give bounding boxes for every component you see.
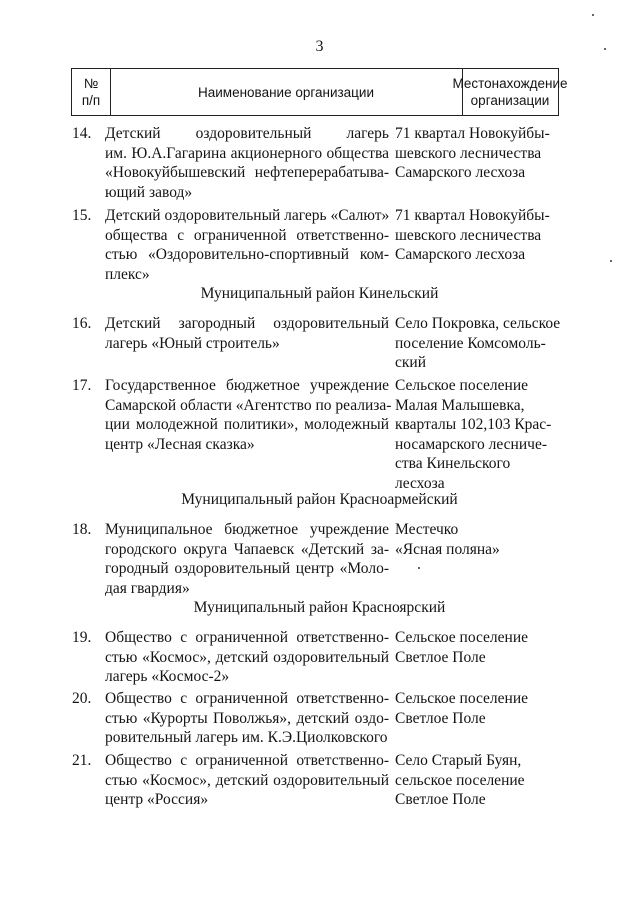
- name-line: стью «Оздоровительно-спортивный ком-: [105, 246, 389, 263]
- organization-name: [105, 520, 389, 598]
- organization-location: [395, 376, 570, 493]
- location-line: Самарского лесхоза: [395, 246, 526, 263]
- location-line: шевского лесничества: [395, 226, 542, 244]
- organization-location: [395, 520, 570, 559]
- district-heading: Муниципальный район Красноармейский: [181, 491, 458, 508]
- location-line: Сельское поселение: [395, 629, 528, 646]
- organization-name: [105, 689, 389, 748]
- location-line: Светлое Поле: [395, 648, 486, 666]
- row-number: 16.: [72, 315, 92, 332]
- location-line: Село Старый Буян,: [395, 752, 522, 769]
- organization-location: [395, 689, 570, 728]
- row-number: 20.: [72, 690, 92, 707]
- location-line: Сельское поселение: [395, 690, 528, 707]
- name-line: центр «Лесная сказка»: [105, 435, 255, 453]
- header-num: №: [83, 76, 99, 91]
- row-number: 19.: [72, 629, 92, 646]
- organization-name: [105, 751, 389, 810]
- location-line: «Ясная поляна»: [395, 540, 500, 558]
- name-line: Общество с ограниченной ответственно-: [105, 752, 389, 769]
- name-line: Детский оздоровительный лагерь «Салют»: [105, 207, 390, 224]
- header-num-sub: п/п: [81, 93, 101, 108]
- name-line: городный оздоровительный центр «Моло-: [105, 560, 389, 577]
- name-line: ровительный лагерь им. К.Э.Циолковского: [105, 729, 388, 746]
- organization-name: [105, 206, 389, 284]
- location-line: Местечко: [395, 521, 459, 538]
- organization-location: [395, 628, 570, 667]
- organization-location: [395, 314, 570, 373]
- row-number: 18.: [72, 521, 92, 538]
- name-line: стью «Курорты Поволжья», детский оздо-: [105, 709, 389, 727]
- page-number: 3: [315, 38, 324, 55]
- location-line: поселение Комсомоль-: [395, 334, 546, 352]
- scan-speck: [418, 567, 420, 569]
- location-line: Сельское поселение: [395, 377, 528, 394]
- name-line: Государственное бюджетное учреждение: [105, 377, 389, 394]
- header-location-sub: организации: [470, 93, 550, 108]
- header-location-cell: [452, 69, 568, 115]
- organization-location: [395, 206, 570, 265]
- name-line: Общество с ограниченной ответственно-: [105, 629, 389, 646]
- row-number: 17.: [72, 377, 92, 394]
- organization-location: [395, 751, 570, 810]
- location-line: шевского лесничества: [395, 144, 542, 162]
- location-line: Самарского лесхоза: [395, 164, 526, 181]
- location-line: лесхоза: [395, 474, 445, 492]
- row-number: 14.: [72, 125, 92, 142]
- name-line: ции молодежной политики», молодежный: [105, 416, 389, 433]
- table-header: [71, 68, 568, 116]
- name-line: стью «Космос», детский оздоровительный: [105, 648, 389, 666]
- header-name: Наименование организации: [198, 84, 374, 100]
- organization-name: [105, 314, 389, 353]
- organization-name: [105, 376, 392, 454]
- header-location: Местонахождение: [452, 76, 568, 91]
- name-line: им. Ю.А.Гагарина акционерного общества: [105, 144, 389, 162]
- name-line: стью «Космос», детский оздоровительный: [105, 771, 389, 789]
- organization-name: [105, 628, 389, 687]
- scan-speck: [604, 48, 606, 50]
- location-line: сельское поселение: [395, 771, 525, 789]
- name-line: лагерь «Юный строитель»: [105, 334, 280, 352]
- district-heading: Муниципальный район Кинельский: [200, 285, 439, 302]
- location-line: 71 квартал Новокуйбы-: [395, 207, 550, 224]
- location-line: 71 квартал Новокуйбы-: [395, 125, 550, 142]
- name-line: общества с ограниченной ответственно-: [105, 226, 389, 244]
- name-line: плекс»: [105, 265, 150, 283]
- location-line: ства Кинельского: [395, 455, 511, 472]
- name-line: Самарской области «Агентство по реализа-: [105, 396, 392, 414]
- header-num-cell: [72, 69, 111, 115]
- name-line: ющий завод»: [105, 183, 193, 201]
- header-name-cell: [110, 69, 463, 115]
- name-line: Детский загородный оздоровительный: [105, 315, 389, 332]
- row-number: 15.: [72, 207, 92, 224]
- name-line: городского округа Чапаевск «Детский за-: [105, 540, 389, 558]
- location-line: Светлое Поле: [395, 791, 486, 808]
- scan-speck: [610, 260, 612, 262]
- location-line: Светлое Поле: [395, 709, 486, 727]
- name-line: центр «Россия»: [105, 791, 209, 808]
- location-line: Село Покровка, сельское: [395, 315, 561, 332]
- location-line: ский: [395, 354, 426, 371]
- location-line: Малая Малышевка,: [395, 396, 525, 414]
- district-heading: Муниципальный район Красноярский: [193, 599, 446, 616]
- name-line: дая гвардия»: [105, 579, 190, 597]
- organization-location: [395, 124, 570, 183]
- name-line: Муниципальное бюджетное учреждение: [105, 521, 389, 538]
- organization-name: [105, 124, 389, 202]
- name-line: лагерь «Космос-2»: [105, 668, 230, 685]
- name-line: «Новокуйбышевский нефтеперерабатыва-: [105, 164, 389, 181]
- scan-speck: [592, 14, 594, 16]
- name-line: Детский оздоровительный лагерь: [105, 125, 389, 142]
- row-number: 21.: [72, 752, 92, 769]
- location-line: носамарского лесниче-: [395, 435, 547, 453]
- name-line: Общество с ограниченной ответственно-: [105, 690, 389, 707]
- location-line: кварталы 102,103 Крас-: [395, 416, 552, 433]
